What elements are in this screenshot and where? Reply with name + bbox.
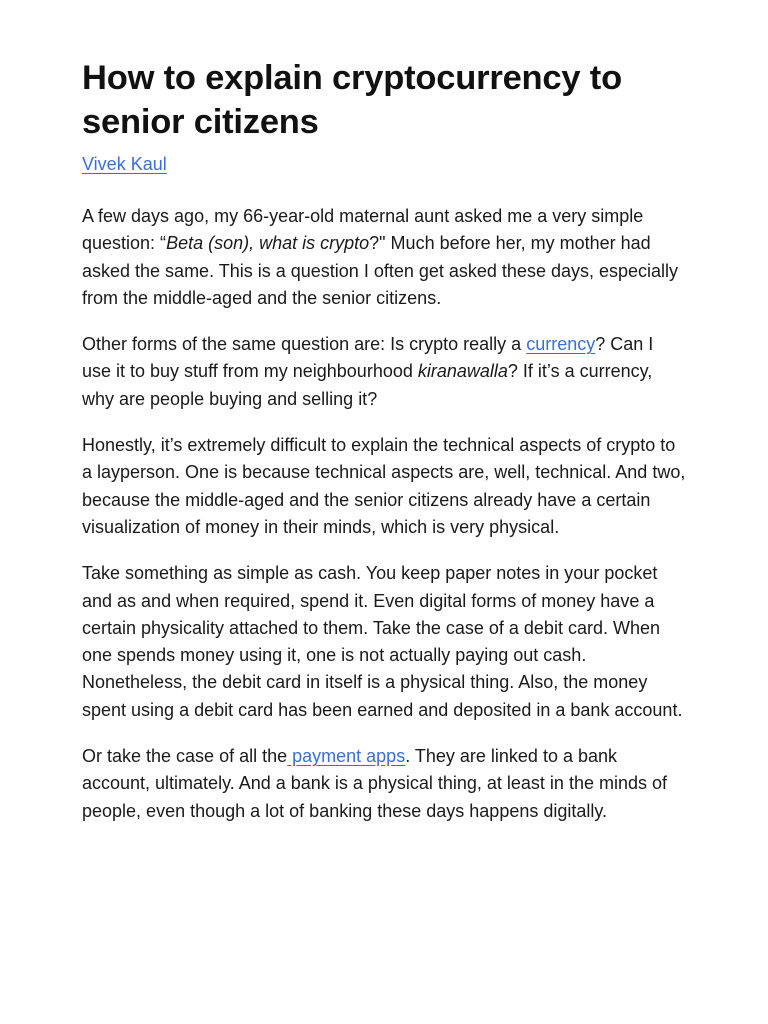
currency-link[interactable]: currency xyxy=(526,334,596,355)
paragraph-text: . They are linked to a bank account, ultimately. And a bank is a physical thing, at least in the minds of people, even though a lot of banking these days happens digitally. xyxy=(82,746,667,821)
paragraph-text: Other forms of the same question are: Is crypto really a xyxy=(82,334,527,355)
paragraph-4 xyxy=(82,560,686,724)
payment-apps-link[interactable]: payment apps xyxy=(287,746,406,767)
paragraph-text: Honestly, it’s extremely difficult to explain the technical aspects of crypto to a layperson. One is because technical aspects are, well, technical. And two, because the middle-aged and the senior citizens already have a certain visualization of money in their minds, which is very physical. xyxy=(82,435,686,537)
paragraph-5 xyxy=(82,743,686,825)
paragraph-text: Or take the case of all the xyxy=(82,746,288,767)
italic-term: kiranawalla xyxy=(417,361,508,382)
paragraph-1 xyxy=(82,203,686,312)
paragraph-text: ?" Much before her, my mother had asked the same. This is a question I often get asked these days, especially from the middle-aged and the senior citizens. xyxy=(82,233,679,308)
article-title: How to explain cryptocurrency to senior citizens xyxy=(82,59,622,141)
paragraph-3 xyxy=(82,432,686,541)
paragraph-text: Take something as simple as cash. You keep paper notes in your pocket and as and when required, spend it. Even digital forms of money have a certain physicality attached to them. Take the case of a debit card. When one spends money using it, one is not actually paying out cash. Nonetheless, the debit card in itself is a physical thing. Also, the money spent using a debit card has been earned and deposited in a bank account. xyxy=(82,563,683,720)
paragraph-text: ? Can I use it to buy stuff from my neighbourhood xyxy=(82,334,654,382)
quoted-question: Beta (son), what is crypto xyxy=(166,233,370,254)
paragraph-text: ? If it’s a currency, why are people buying and selling it? xyxy=(82,361,653,409)
author-link[interactable]: Vivek Kaul xyxy=(82,154,167,174)
paragraph-2 xyxy=(82,331,686,413)
paragraph-text: A few days ago, my 66-year-old maternal aunt asked me a very simple question: “ xyxy=(82,206,644,254)
article xyxy=(82,56,686,844)
article-body xyxy=(82,203,686,825)
